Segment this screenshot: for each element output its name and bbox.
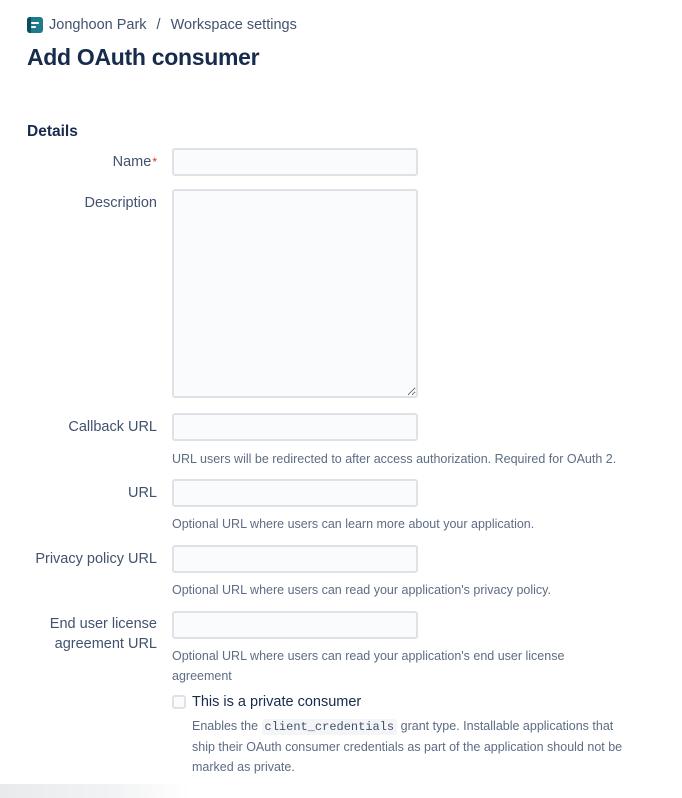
url-help: Optional URL where users can learn more about your application. [172,517,535,531]
required-marker: * [152,155,157,169]
eula-help-line1: Optional URL where users can read your application's end user license [172,649,565,663]
callback-url-label: Callback URL [68,419,157,435]
private-help-prefix: Enables the [192,719,259,733]
details-heading: Details [27,123,78,140]
url-input[interactable] [172,479,418,507]
eula-url-help [172,646,564,686]
eula-help-line2: agreement [172,669,232,683]
bottom-shadow [0,784,190,798]
eula-url-input[interactable] [172,611,418,639]
private-consumer-checkbox[interactable] [172,695,186,709]
breadcrumb-settings-link[interactable]: Workspace settings [170,17,297,33]
url-label: URL [127,485,157,501]
eula-url-label [50,614,157,654]
page-title: Add OAuth consumer [27,44,260,70]
privacy-policy-url-input[interactable] [172,545,418,573]
private-consumer-label[interactable]: This is a private consumer [192,694,362,710]
breadcrumb [27,15,297,35]
workspace-icon [27,17,43,33]
breadcrumb-workspace-link[interactable]: Jonghoon Park [49,17,147,33]
eula-label-line2: agreement URL [54,636,157,652]
privacy-policy-url-label: Privacy policy URL [35,551,157,567]
name-label [113,152,157,172]
name-input[interactable] [172,148,418,176]
description-label: Description [84,195,157,211]
description-textarea[interactable] [172,189,418,398]
breadcrumb-separator: / [156,17,161,33]
callback-url-help: URL users will be redirected to after access authorization. Required for OAuth 2. [172,452,617,466]
privacy-policy-url-help: Optional URL where users can read your application's privacy policy. [172,583,551,597]
private-consumer-help [192,716,632,777]
eula-label-line1: End user license [49,616,157,632]
client-credentials-code: client_credentials [262,719,398,735]
private-help-suffix: grant type. Installable applications that ship their OAuth consumer credentials as part of the application should not be marked as private. [192,719,623,774]
callback-url-input[interactable] [172,413,418,441]
name-label-text: Name [112,154,152,170]
